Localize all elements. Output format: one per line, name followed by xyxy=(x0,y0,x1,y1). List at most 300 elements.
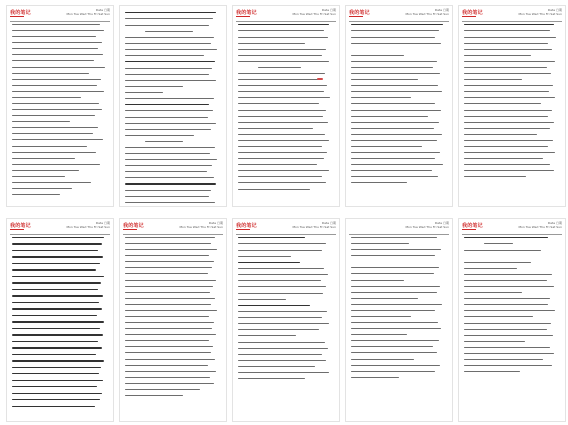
text-line xyxy=(464,329,547,330)
text-line xyxy=(12,24,100,25)
text-line xyxy=(351,237,437,238)
text-line xyxy=(12,237,104,238)
date-box xyxy=(405,222,449,229)
text-line xyxy=(351,110,441,111)
text-line xyxy=(351,365,440,366)
text-line xyxy=(351,176,438,177)
text-line xyxy=(12,67,105,68)
text-line xyxy=(464,97,555,98)
text-line xyxy=(12,194,60,195)
note-page-5 xyxy=(459,6,565,206)
text-line xyxy=(464,347,550,348)
text-line xyxy=(351,334,407,335)
text-line xyxy=(238,152,327,153)
note-page-9 xyxy=(346,219,452,421)
date-box xyxy=(179,222,223,229)
text-line xyxy=(125,110,213,111)
date-label: Date 日期 xyxy=(547,8,562,12)
text-line xyxy=(125,159,217,160)
text-line xyxy=(145,141,183,142)
text-line xyxy=(238,274,328,275)
text-line xyxy=(351,304,442,305)
text-line xyxy=(12,152,96,153)
text-line xyxy=(125,55,204,56)
text-line xyxy=(464,116,548,117)
header-rule xyxy=(10,21,110,22)
text-line xyxy=(125,352,211,353)
text-line xyxy=(125,37,214,38)
text-line xyxy=(351,43,441,44)
text-line xyxy=(125,117,208,118)
text-line xyxy=(125,86,183,87)
date-box xyxy=(292,9,336,16)
page-header xyxy=(349,222,449,234)
text-line xyxy=(351,128,434,129)
text-line xyxy=(238,182,326,183)
text-line xyxy=(464,122,554,123)
text-line xyxy=(351,377,399,378)
text-line xyxy=(238,116,323,117)
text-line xyxy=(238,164,317,165)
text-line xyxy=(484,243,513,244)
brand-label: 我的笔记 xyxy=(236,223,257,229)
text-line xyxy=(351,122,439,123)
text-line xyxy=(125,280,216,281)
text-line xyxy=(464,140,553,141)
text-line xyxy=(351,91,442,92)
date-label: Date 日期 xyxy=(321,8,336,12)
text-line xyxy=(238,189,310,190)
text-line xyxy=(351,85,438,86)
note-page-10 xyxy=(459,219,565,421)
text-line xyxy=(125,190,211,191)
brand-label: 我的笔记 xyxy=(462,223,483,229)
text-line xyxy=(125,43,211,44)
weekday-row: Mon Tue Wed Thu Fri Sat Sun xyxy=(179,224,223,229)
date-label: Date 日期 xyxy=(208,221,223,225)
text-line xyxy=(125,135,194,136)
text-line xyxy=(12,170,79,171)
date-box xyxy=(518,9,562,16)
text-line xyxy=(464,268,517,269)
page-header xyxy=(10,9,110,21)
text-line xyxy=(238,43,305,44)
text-line xyxy=(464,310,555,311)
handwritten-text xyxy=(351,24,447,202)
text-line xyxy=(125,298,215,299)
text-line xyxy=(464,341,525,342)
handwritten-text xyxy=(464,24,560,202)
text-line xyxy=(125,346,213,347)
page-header xyxy=(462,222,562,234)
text-line xyxy=(464,323,551,324)
text-line xyxy=(464,371,520,372)
text-line xyxy=(351,322,438,323)
weekday-row: Mon Tue Wed Thu Fri Sat Sun xyxy=(518,11,562,16)
brand-underline xyxy=(10,16,24,17)
text-line xyxy=(238,170,329,171)
text-line xyxy=(351,346,433,347)
text-line xyxy=(238,354,322,355)
text-line xyxy=(238,250,322,251)
text-line xyxy=(12,133,93,134)
text-line xyxy=(464,298,550,299)
text-line xyxy=(125,25,209,26)
text-line xyxy=(12,354,96,355)
text-line xyxy=(464,176,526,177)
text-line xyxy=(125,147,215,148)
note-page-8 xyxy=(233,219,339,421)
text-line xyxy=(238,293,323,294)
text-line xyxy=(464,250,541,251)
text-line xyxy=(351,286,440,287)
text-line xyxy=(351,261,361,262)
text-line xyxy=(464,49,552,50)
date-label: Date 日期 xyxy=(95,8,110,12)
text-line xyxy=(351,182,407,183)
text-line xyxy=(238,372,329,373)
text-line xyxy=(351,170,432,171)
header-rule xyxy=(236,21,336,22)
text-line xyxy=(12,263,100,264)
text-line xyxy=(464,365,552,366)
weekday-row: Mon Tue Wed Thu Fri Sat Sun xyxy=(405,11,449,16)
weekday-row: Mon Tue Wed Thu Fri Sat Sun xyxy=(66,11,110,16)
text-line xyxy=(464,37,556,38)
handwritten-text xyxy=(125,12,221,202)
text-line xyxy=(238,97,330,98)
text-line xyxy=(238,24,329,25)
text-line xyxy=(238,91,324,92)
text-line xyxy=(12,334,103,335)
text-line xyxy=(464,91,549,92)
text-line xyxy=(464,335,553,336)
text-line xyxy=(238,280,321,281)
weekday-row: Mon Tue Wed Thu Fri Sat Sun xyxy=(66,224,110,229)
text-line xyxy=(12,30,104,31)
text-line xyxy=(145,31,193,32)
text-line xyxy=(464,152,555,153)
text-line xyxy=(464,170,554,171)
text-line xyxy=(351,24,443,25)
text-line xyxy=(125,322,214,323)
text-line xyxy=(464,146,548,147)
text-line xyxy=(238,128,313,129)
text-line xyxy=(464,30,550,31)
text-line xyxy=(351,267,439,268)
text-line xyxy=(238,237,305,238)
text-line xyxy=(351,134,442,135)
text-line xyxy=(12,36,96,37)
header-rule xyxy=(349,234,449,235)
text-line xyxy=(464,256,474,257)
page-header xyxy=(236,222,336,234)
text-line xyxy=(351,292,437,293)
handwritten-text xyxy=(125,237,221,417)
handwritten-text xyxy=(12,237,108,417)
text-line xyxy=(12,386,97,387)
text-line xyxy=(12,91,104,92)
text-line xyxy=(125,196,209,197)
page-header xyxy=(123,222,223,234)
note-page-3 xyxy=(233,6,339,206)
date-box xyxy=(66,9,110,16)
text-line xyxy=(238,73,325,74)
text-line xyxy=(238,134,325,135)
text-line xyxy=(12,269,96,270)
text-line xyxy=(351,316,411,317)
text-line xyxy=(351,79,418,80)
text-line xyxy=(238,348,328,349)
brand-underline xyxy=(349,16,363,17)
text-line xyxy=(12,60,94,61)
brand-underline xyxy=(236,16,250,17)
text-line xyxy=(464,274,552,275)
text-line xyxy=(12,360,104,361)
text-line xyxy=(125,243,211,244)
text-line xyxy=(351,249,441,250)
text-line xyxy=(12,295,103,296)
text-line xyxy=(464,359,543,360)
text-line xyxy=(464,286,554,287)
text-line xyxy=(351,37,435,38)
text-line xyxy=(12,54,103,55)
date-label: Date 日期 xyxy=(434,221,449,225)
text-line xyxy=(12,380,103,381)
text-line xyxy=(464,43,548,44)
page-header xyxy=(10,222,110,234)
handwritten-text xyxy=(12,24,108,202)
text-line xyxy=(12,176,65,177)
text-line xyxy=(351,146,422,147)
text-line xyxy=(238,30,324,31)
text-line xyxy=(125,273,208,274)
text-line xyxy=(464,67,547,68)
text-line xyxy=(464,128,550,129)
text-line xyxy=(12,73,89,74)
text-line xyxy=(125,389,200,390)
text-line xyxy=(464,85,553,86)
text-line xyxy=(12,109,102,110)
brand-label: 我的笔记 xyxy=(10,223,31,229)
date-label: Date 日期 xyxy=(547,221,562,225)
text-line xyxy=(125,18,213,19)
page-header xyxy=(462,9,562,21)
text-line xyxy=(351,255,435,256)
text-line xyxy=(12,282,101,283)
date-box xyxy=(405,9,449,16)
text-line xyxy=(351,158,435,159)
text-line xyxy=(125,92,163,93)
note-page-7 xyxy=(120,219,226,421)
text-line xyxy=(12,308,102,309)
text-line xyxy=(12,42,102,43)
text-line xyxy=(125,328,212,329)
text-line xyxy=(125,129,211,130)
brand-underline xyxy=(462,229,476,230)
text-line xyxy=(238,110,326,111)
text-line xyxy=(125,261,214,262)
text-line xyxy=(464,103,541,104)
brand-label: 我的笔记 xyxy=(349,10,370,16)
text-line xyxy=(464,353,554,354)
text-line xyxy=(12,139,103,140)
text-line xyxy=(125,304,211,305)
text-line xyxy=(351,273,434,274)
page-header xyxy=(236,9,336,21)
text-line xyxy=(125,237,215,238)
text-line xyxy=(351,152,440,153)
text-line xyxy=(125,165,212,166)
text-line xyxy=(125,383,214,384)
text-line xyxy=(12,341,98,342)
text-line xyxy=(125,249,217,250)
text-line xyxy=(12,48,98,49)
text-line xyxy=(238,262,300,263)
text-line xyxy=(12,276,104,277)
text-line xyxy=(125,68,212,69)
text-line xyxy=(238,366,315,367)
text-line xyxy=(125,183,216,184)
text-line xyxy=(125,377,210,378)
text-line xyxy=(12,347,102,348)
text-line xyxy=(238,49,326,50)
handwritten-text xyxy=(238,237,334,417)
text-line xyxy=(125,371,216,372)
text-line xyxy=(351,116,428,117)
text-line xyxy=(125,104,209,105)
text-line xyxy=(238,317,322,318)
text-line xyxy=(238,61,329,62)
text-line xyxy=(12,302,99,303)
text-line xyxy=(464,262,531,263)
text-line xyxy=(12,97,81,98)
text-line xyxy=(464,24,554,25)
brand-underline xyxy=(236,229,250,230)
text-line xyxy=(464,316,533,317)
text-line xyxy=(12,158,75,159)
brand-underline xyxy=(123,229,137,230)
text-line xyxy=(351,371,435,372)
text-line xyxy=(12,243,102,244)
text-line xyxy=(125,359,215,360)
text-line xyxy=(238,268,324,269)
text-line xyxy=(351,359,414,360)
text-line xyxy=(125,61,215,62)
text-line xyxy=(464,292,522,293)
handwritten-text xyxy=(238,24,334,202)
text-line xyxy=(238,146,322,147)
text-line xyxy=(125,12,216,13)
text-line xyxy=(12,164,100,165)
text-line xyxy=(125,171,207,172)
text-line xyxy=(464,280,547,281)
text-line xyxy=(238,243,326,244)
text-line xyxy=(464,79,522,80)
text-line xyxy=(12,373,99,374)
brand-underline xyxy=(462,16,476,17)
text-line xyxy=(351,30,439,31)
text-line xyxy=(351,243,409,244)
text-line xyxy=(125,80,216,81)
text-line xyxy=(12,103,99,104)
weekday-row: Mon Tue Wed Thu Fri Sat Sun xyxy=(292,224,336,229)
text-line xyxy=(238,329,319,330)
header-rule xyxy=(236,234,336,235)
text-line xyxy=(12,328,100,329)
date-label: Date 日期 xyxy=(95,221,110,225)
text-line xyxy=(238,360,326,361)
text-line xyxy=(12,188,72,189)
text-line xyxy=(125,153,210,154)
text-line xyxy=(125,267,212,268)
text-line xyxy=(351,49,361,50)
date-label: Date 日期 xyxy=(321,221,336,225)
text-line xyxy=(238,286,326,287)
text-line xyxy=(238,122,328,123)
text-line xyxy=(12,121,70,122)
text-line xyxy=(351,298,418,299)
text-line xyxy=(125,286,213,287)
date-label: Date 日期 xyxy=(434,8,449,12)
text-line xyxy=(125,334,216,335)
text-line xyxy=(351,103,435,104)
weekday-row: Mon Tue Wed Thu Fri Sat Sun xyxy=(518,224,562,229)
text-line xyxy=(464,164,550,165)
note-page-6 xyxy=(7,219,113,421)
date-box xyxy=(292,222,336,229)
text-line xyxy=(464,73,551,74)
header-rule xyxy=(123,234,223,235)
text-line xyxy=(238,378,305,379)
brand-label: 我的笔记 xyxy=(123,223,144,229)
text-line xyxy=(238,299,286,300)
text-line xyxy=(464,55,531,56)
text-line xyxy=(125,255,209,256)
text-line xyxy=(125,365,208,366)
text-line xyxy=(125,340,209,341)
note-page-4 xyxy=(346,6,452,206)
text-line xyxy=(351,73,440,74)
text-line xyxy=(12,79,101,80)
text-line xyxy=(238,140,329,141)
date-box xyxy=(518,222,562,229)
note-page-2 xyxy=(120,6,226,206)
header-rule xyxy=(10,234,110,235)
text-line xyxy=(238,335,296,336)
text-line xyxy=(238,256,291,257)
text-line xyxy=(12,399,100,400)
weekday-row: Mon Tue Wed Thu Fri Sat Sun xyxy=(292,11,336,16)
text-line xyxy=(125,292,210,293)
text-line xyxy=(12,367,101,368)
text-line xyxy=(125,49,217,50)
text-line xyxy=(12,256,103,257)
text-line xyxy=(238,176,322,177)
brand-label: 我的笔记 xyxy=(10,10,31,16)
page-header xyxy=(349,9,449,21)
text-line xyxy=(238,158,324,159)
text-line xyxy=(351,310,435,311)
brand-underline xyxy=(10,229,24,230)
brand-label: 我的笔记 xyxy=(462,10,483,16)
text-line xyxy=(464,158,543,159)
weekday-row: Mon Tue Wed Thu Fri Sat Sun xyxy=(405,224,449,229)
brand-label: 我的笔记 xyxy=(236,10,257,16)
text-line xyxy=(351,328,441,329)
text-line xyxy=(12,85,97,86)
text-line xyxy=(12,127,98,128)
